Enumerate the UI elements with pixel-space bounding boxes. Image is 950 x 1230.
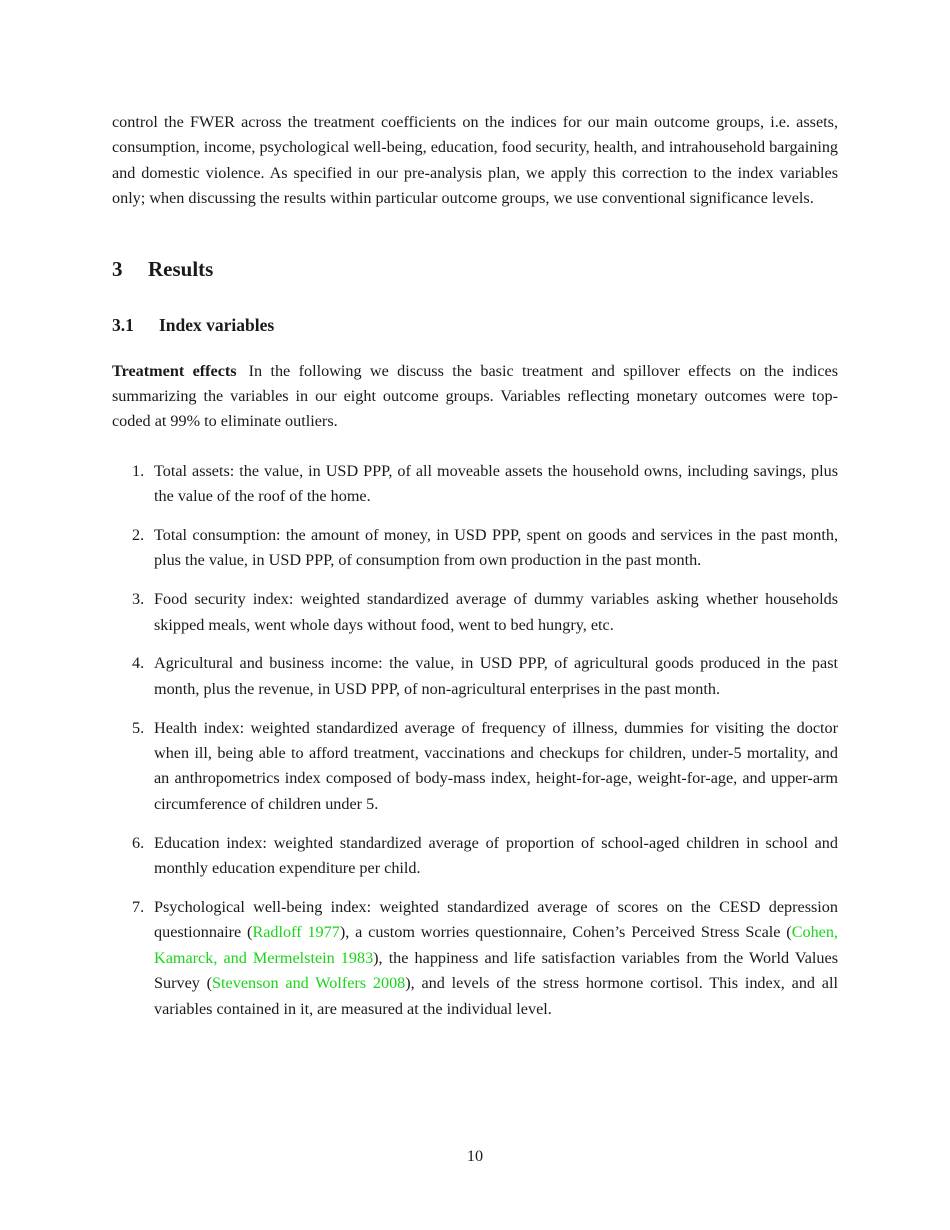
- outcome-list: [112, 459, 838, 1022]
- list-marker: 4.: [132, 654, 145, 673]
- citation-link[interactable]: Cohen, Kamarck, and Mermelstein 1983: [154, 923, 838, 967]
- list-item-text: ), and levels of the stress hormone cortisol. This index, and all variables contained in it, are measured at the individual level.: [154, 974, 838, 1018]
- list-marker: 6.: [132, 833, 145, 852]
- subsection-title: Index variables: [159, 314, 275, 335]
- runin-heading: Treatment effects: [112, 361, 237, 380]
- section-heading: [112, 256, 838, 282]
- list-item: [112, 895, 838, 1022]
- list-item: [112, 831, 838, 882]
- list-item: [112, 651, 838, 702]
- list-marker: 7.: [132, 897, 145, 916]
- list-item: [112, 716, 838, 818]
- citation-link[interactable]: Radloff 1977: [252, 923, 340, 942]
- list-item-text: ), a custom worries questionnaire, Cohen’s Perceived Stress Scale (: [339, 923, 792, 942]
- list-marker: 3.: [132, 590, 145, 609]
- list-marker: 2.: [132, 526, 145, 545]
- list-item-text: Total assets: the value, in USD PPP, of all moveable assets the household owns, including savings, plus the value of the roof of the home.: [154, 461, 838, 506]
- list-item-text: Agricultural and business income: the value, in USD PPP, of agricultural goods produced in the past month, plus the revenue, in USD PPP, of non-agricultural enterprises in the past month.: [154, 654, 838, 698]
- treatment-effects-text: In the following we discuss the basic treatment and spillover effects on the indices summarizing the variables in our eight outcome groups. Variables reflecting monetary outcomes were top-coded at 99% to eliminate outliers.: [112, 361, 838, 431]
- list-item-text: Food security index: weighted standardized average of dummy variables asking whether households skipped meals, went whole days without food, went to bed hungry, etc.: [154, 590, 838, 634]
- subsection-number: 3.1: [112, 314, 134, 335]
- list-item: [112, 587, 838, 638]
- list-item-text: Education index: weighted standardized average of proportion of school-aged children in school and monthly education expenditure per child.: [154, 833, 838, 878]
- list-item-text: ), the happiness and life satisfaction variables from the World Values Survey (: [154, 948, 838, 993]
- section-number: 3: [112, 256, 123, 281]
- list-item-text: Health index: weighted standardized average of frequency of illness, dummies for visiting the doctor when ill, being able to afford treatment, vaccinations and checkups for children, under-5 mortality, and an anthropometrics index composed of body-mass index, height-for-age, weight-for-age, and upper-arm circumference of children under 5.: [154, 718, 838, 813]
- list-item-text: Psychological well-being index: weighted standardized average of scores on the CESD depression questionnaire (: [154, 897, 838, 942]
- section-title: Results: [148, 256, 214, 281]
- subsection-heading: [112, 312, 838, 338]
- treatment-effects-paragraph: [112, 359, 838, 435]
- intro-paragraph: control the FWER across the treatment coefficients on the indices for our main outcome groups, i.e. assets, consumption, income, psychological well-being, education, food security, health, and intrahousehold bargaining and domestic violence. As specified in our pre-analysis plan, we apply this correction to the index variables only; when discussing the results within particular outcome groups, we use conventional significance levels.: [112, 113, 839, 208]
- page-body: [112, 110, 838, 1035]
- citation-link[interactable]: Stevenson and Wolfers 2008: [212, 974, 406, 993]
- page-number: 10: [466, 1147, 484, 1165]
- list-marker: 1.: [132, 461, 145, 480]
- list-marker: 5.: [132, 718, 145, 737]
- list-item: [112, 459, 838, 510]
- list-item-text: Total consumption: the amount of money, in USD PPP, spent on goods and services in the past month, plus the value, in USD PPP, of consumption from own production in the past month.: [154, 526, 838, 570]
- list-item: [112, 523, 838, 574]
